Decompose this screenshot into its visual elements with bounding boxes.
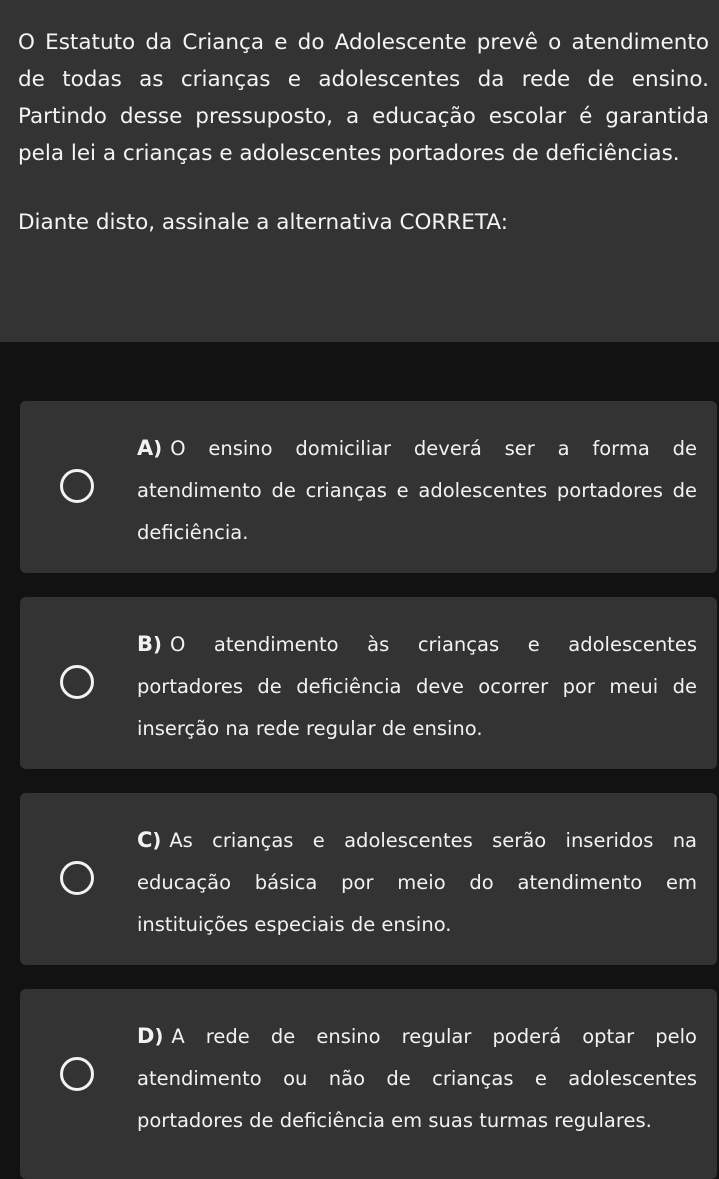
option-b-text: O atendimento às crianças e adolescentes portadores de deficiência deve ocorrer por meui de inserção na rede regular de ensino. — [137, 633, 697, 740]
option-b-content — [137, 623, 697, 750]
option-d-text: A rede de ensino regular poderá optar pelo atendimento ou não de crianças e adolescentes portadores de deficiência em suas turmas regulares. — [137, 1025, 697, 1132]
option-b-paren: ) — [153, 633, 162, 656]
radio-option-a[interactable] — [60, 469, 94, 503]
question-panel — [0, 0, 719, 342]
option-c-paren: ) — [152, 829, 162, 852]
option-c-content — [137, 819, 697, 946]
option-a-paren: ) — [153, 437, 163, 460]
option-d-paren: ) — [154, 1025, 164, 1048]
option-b-letter: B — [137, 632, 154, 656]
option-d[interactable] — [20, 989, 717, 1179]
option-a-letter: A — [137, 436, 154, 460]
option-d-content — [137, 1015, 697, 1142]
option-c[interactable] — [20, 793, 717, 965]
question-prompt: Diante disto, assinale a alternativa CORRETA: — [18, 210, 508, 235]
radio-option-b[interactable] — [60, 665, 94, 699]
radio-option-c[interactable] — [60, 861, 94, 895]
option-b[interactable] — [20, 597, 717, 769]
option-c-letter: C — [137, 828, 153, 852]
question-text: O Estatuto da Criança e do Adolescente prevê o atendimento de todas as crianças e adolescentes da rede de ensino. Partindo desse pressuposto, a educação escolar é garantida pela lei a crianças e adolescentes portadores de deficiências. — [18, 30, 709, 166]
option-a[interactable] — [20, 401, 717, 573]
option-d-letter: D — [137, 1024, 155, 1048]
option-a-text: O ensino domiciliar deverá ser a forma de atendimento de crianças e adolescentes portadores de deficiência. — [137, 437, 697, 544]
radio-option-d[interactable] — [60, 1057, 94, 1091]
option-a-content — [137, 427, 697, 554]
option-c-text: As crianças e adolescentes serão inseridos na educação básica por meio do atendimento em instituições especiais de ensino. — [137, 829, 697, 936]
